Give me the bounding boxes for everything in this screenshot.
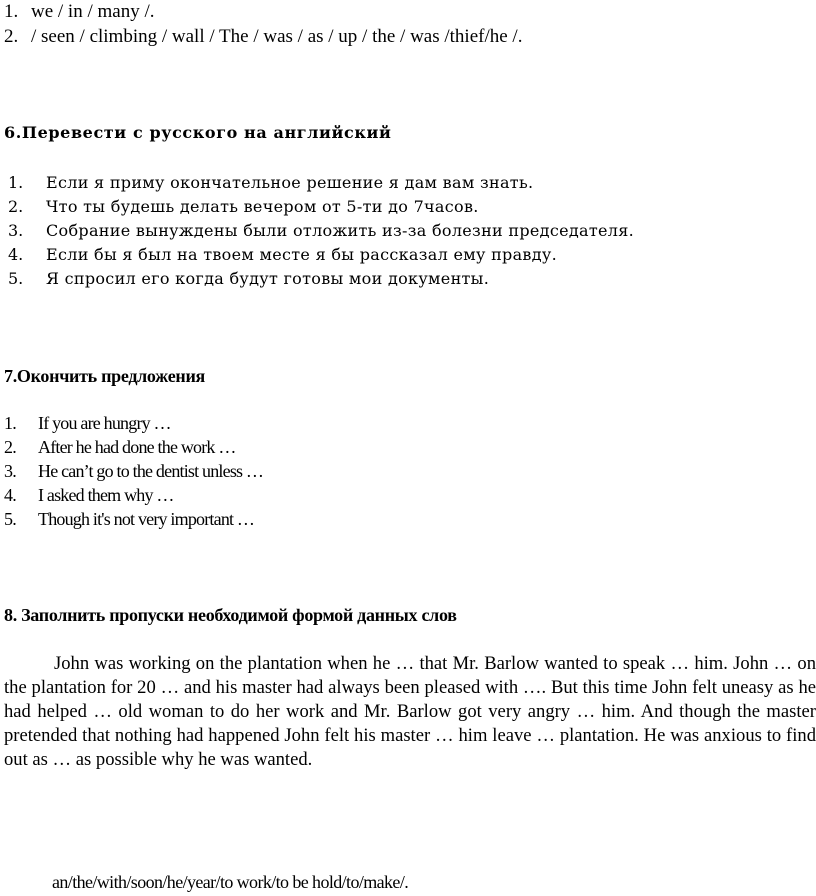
- list-item-number: 5.: [8, 269, 24, 288]
- section6-heading: 6.Перевести с русского на английский: [4, 123, 392, 142]
- list-item: Собрание вынуждены были отложить из-за болезни председателя.: [46, 221, 635, 240]
- list-item-number: 3.: [8, 221, 24, 240]
- exercise-paragraph: John was working on the plantation when he … that Mr. Barlow wanted to speak … him. John … on the plantation for 20 … and his master had always been pleased with …. But this time John felt uneasy as he had helped … old woman to do her work and Mr. Barlow got very angry … him. And though the master pretended that nothing had happened John felt his master … him leave … plantation. He was anxious to find out as … as possible why he was wanted.: [4, 653, 816, 770]
- list-item-number: 4.: [4, 485, 16, 505]
- list-item-number: 5.: [4, 509, 16, 529]
- list-item-number: 4.: [8, 245, 24, 264]
- list-item-number: 1.: [4, 1, 19, 22]
- list-item: Что ты будешь делать вечером от 5-ти до 7часов.: [46, 197, 479, 216]
- list-item-number: 1.: [4, 413, 16, 433]
- list-item-number: 3.: [4, 461, 16, 481]
- word-list: an/the/with/soon/he/year/to work/to be hold/to/make/.: [52, 872, 409, 892]
- list-item: After he had done the work …: [38, 437, 236, 457]
- list-item-number: 2.: [4, 437, 16, 457]
- list-item: I asked them why …: [38, 485, 174, 505]
- list-item: we / in / many /.: [31, 1, 155, 22]
- list-item: Though it's not very important …: [38, 509, 255, 529]
- list-item: He can’t go to the dentist unless …: [38, 461, 264, 481]
- list-item-number: 1.: [8, 173, 24, 192]
- list-item: Если бы я был на твоем месте я бы рассказал ему правду.: [46, 245, 557, 264]
- list-item: Если я приму окончательное решение я дам вам знать.: [46, 173, 534, 192]
- list-item: / seen / climbing / wall / The / was / as / up / the / was /thief/he /.: [31, 26, 523, 47]
- section8-heading: 8. Заполнить пропуски необходимой формой данных слов: [4, 605, 457, 625]
- list-item: Я спросил его когда будут готовы мои документы.: [46, 269, 490, 288]
- list-item: If you are hungry …: [38, 413, 171, 433]
- list-item-number: 2.: [4, 26, 19, 47]
- list-item-number: 2.: [8, 197, 24, 216]
- section7-heading: 7.Окончить предложения: [4, 366, 205, 386]
